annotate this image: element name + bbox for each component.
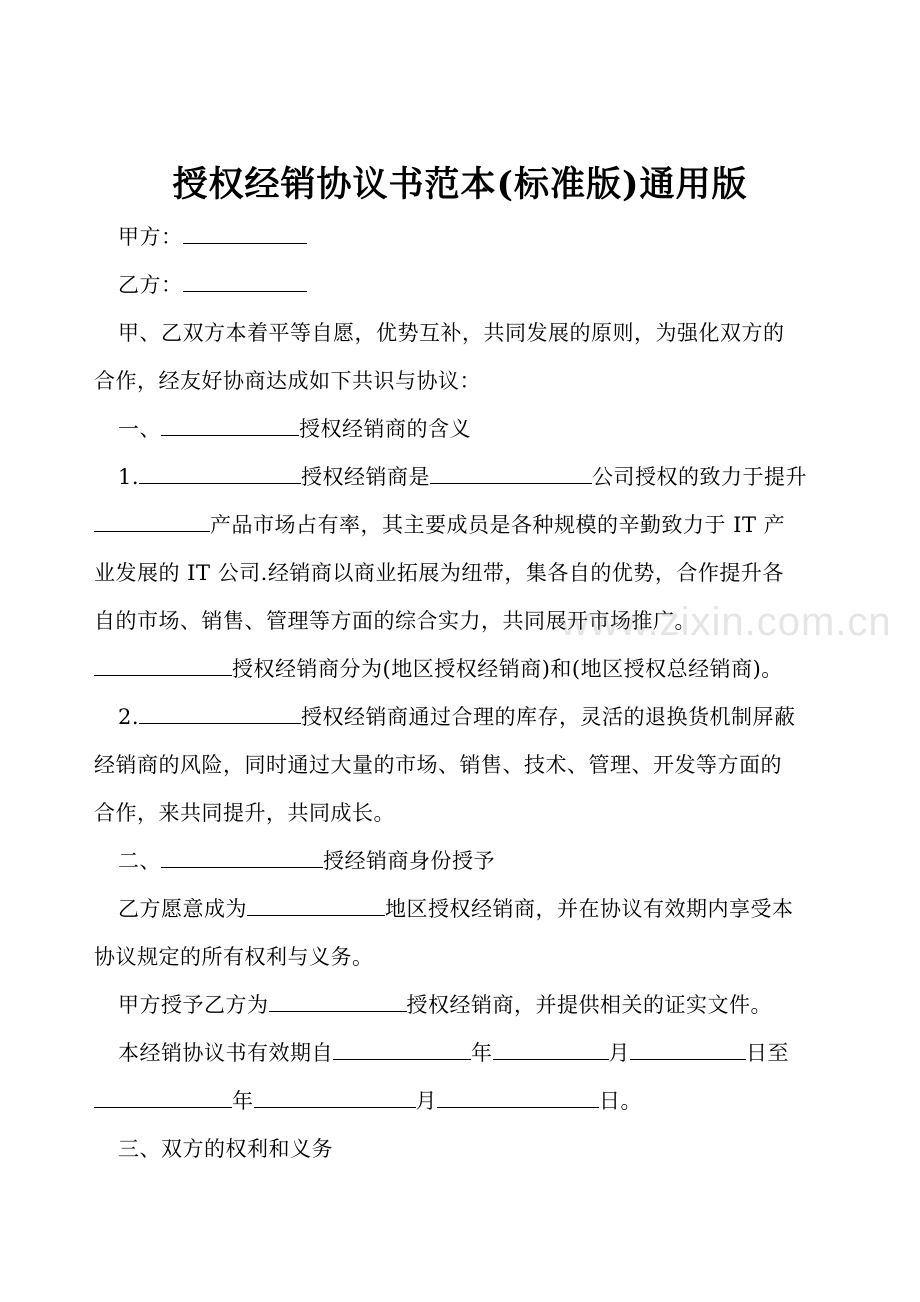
section-1-prefix: 一、 — [118, 417, 161, 441]
section-2-heading — [118, 846, 495, 876]
paragraph-2-prefix: 甲方授予乙方为 — [118, 993, 269, 1017]
section-1-blank — [161, 417, 299, 436]
section-2-prefix: 二、 — [118, 849, 161, 873]
document-title: 授权经销协议书范本(标准版)通用版 — [172, 164, 748, 205]
item-1-line-3: 业发展的 IT 公司.经销商以商业拓展为纽带，集各自的优势，合作提升各 — [94, 561, 784, 585]
paragraph-1-line-2: 协议规定的所有权利与义务。 — [94, 945, 374, 969]
paragraph-2-blank — [269, 993, 407, 1012]
item-2-suffix: 授权经销商通过合理的库存，灵活的退换货机制屏蔽 — [301, 705, 796, 729]
end-day-blank — [437, 1089, 599, 1108]
intro-line-1: 甲、乙双方本着平等自愿，优势互补，共同发展的原则，为强化双方的 — [118, 321, 785, 345]
paragraph-2-suffix: 授权经销商，并提供相关的证实文件。 — [406, 993, 772, 1017]
party-b-label: 乙方： — [118, 273, 183, 297]
end-day-label: 日。 — [599, 1089, 642, 1113]
section-1-suffix: 授权经销商的含义 — [299, 417, 471, 441]
section-3-heading: 三、双方的权利和义务 — [118, 1137, 333, 1161]
section-2-suffix: 授经销商身份授予 — [323, 849, 495, 873]
end-month-label: 月 — [415, 1089, 437, 1113]
validity-line-2 — [94, 1086, 642, 1116]
end-year-label: 年 — [232, 1089, 254, 1113]
start-day-label: 日至 — [746, 1041, 789, 1065]
party-a-line — [118, 222, 307, 252]
item-1-suffix: 公司授权的致力于提升 — [592, 465, 808, 489]
item-1-line-1 — [118, 462, 807, 492]
item-1-line-5-text: 授权经销商分为(地区授权经销商)和(地区授权总经销商)。 — [232, 657, 783, 681]
start-month-blank — [493, 1041, 609, 1060]
watermark: www.zixin.com.cn — [560, 600, 892, 644]
section-2-blank — [161, 849, 323, 868]
item-1-line-2 — [94, 510, 785, 540]
paragraph-1-blank — [247, 897, 385, 916]
item-1-line-4: 自的市场、销售、管理等方面的综合实力，共同展开市场推广。 — [94, 609, 696, 633]
paragraph-1-prefix: 乙方愿意成为 — [118, 897, 247, 921]
item-1-line-5 — [94, 654, 783, 684]
item-2-line-1 — [118, 702, 796, 732]
paragraph-2 — [118, 990, 772, 1020]
section-1-heading — [118, 414, 471, 444]
party-b-blank — [183, 273, 307, 292]
item-2-prefix: 2. — [118, 705, 140, 729]
item-2-blank — [139, 705, 301, 724]
item-2-line-2: 经销商的风险，同时通过大量的市场、销售、技术、管理、开发等方面的 — [94, 753, 782, 777]
paragraph-1-line-1 — [118, 894, 794, 924]
start-month-label: 月 — [608, 1041, 630, 1065]
party-a-blank — [183, 225, 307, 244]
start-day-blank — [630, 1041, 746, 1060]
item-1-line-2-text: 产品市场占有率，其主要成员是各种规模的辛勤致力于 IT 产 — [210, 513, 786, 537]
item-1-blank-3 — [94, 513, 210, 532]
start-year-label: 年 — [471, 1041, 493, 1065]
intro-line-2: 合作，经友好协商达成如下共识与协议： — [94, 369, 481, 393]
item-2-line-3: 合作，来共同提升，共同成长。 — [94, 801, 395, 825]
end-year-blank — [94, 1089, 232, 1108]
validity-prefix: 本经销协议书有效期自 — [118, 1041, 333, 1065]
party-b-line — [118, 270, 307, 300]
item-1-blank-2 — [430, 465, 592, 484]
item-1-mid: 授权经销商是 — [301, 465, 431, 489]
item-1-prefix: 1. — [118, 465, 140, 489]
validity-line-1 — [118, 1038, 789, 1068]
end-month-blank — [254, 1089, 416, 1108]
start-year-blank — [333, 1041, 471, 1060]
item-1-blank-4 — [94, 657, 232, 676]
item-1-blank-1 — [139, 465, 301, 484]
paragraph-1-suffix: 地区授权经销商，并在协议有效期内享受本 — [385, 897, 794, 921]
party-a-label: 甲方： — [118, 225, 183, 249]
